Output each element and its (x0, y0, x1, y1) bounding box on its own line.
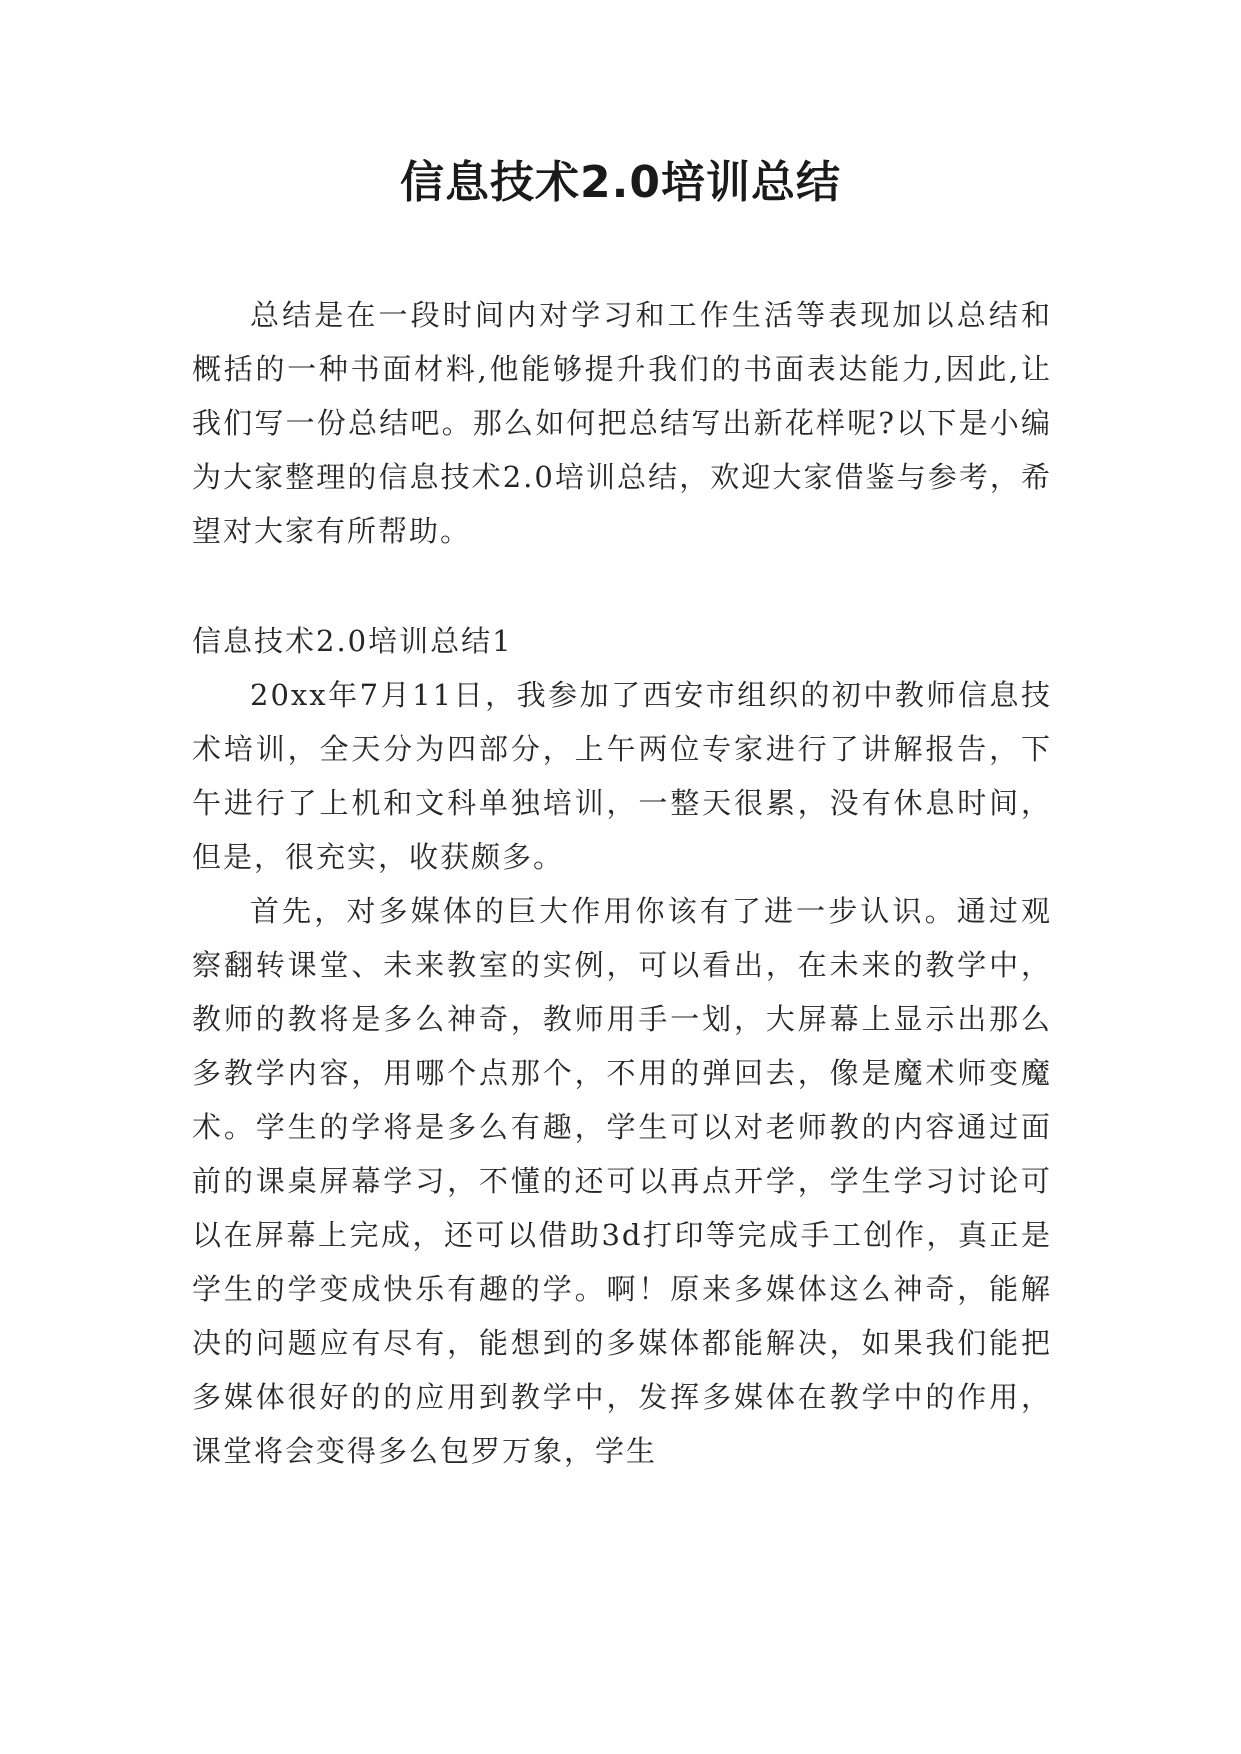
body-paragraph-2: 首先，对多媒体的巨大作用你该有了进一步认识。通过观察翻转课堂、未来教室的实例，可以看出，在未来的教学中，教师的教将是多么神奇，教师用手一划，大屏幕上显示出那么多教学内容，用哪个点那个，不用的弹回去，像是魔术师变魔术。学生的学将是多么有趣，学生可以对老师教的内容通过面前的课桌屏幕学习，不懂的还可以再点开学，学生学习讨论可以在屏幕上完成，还可以借助3d打印等完成手工创作，真正是学生的学变成快乐有趣的学。啊！原来多媒体这么神奇，能解决的问题应有尽有，能想到的多媒体都能解决，如果我们能把多媒体很好的的应用到教学中，发挥多媒体在教学中的作用，课堂将会变得多么包罗万象，学生 (192, 894, 1052, 1468)
section-heading: 信息技术2.0培训总结1 (192, 624, 513, 658)
document-title: 信息技术2.0培训总结 (400, 157, 841, 208)
paragraph-gap (192, 558, 1052, 614)
document-body (192, 288, 1052, 1478)
intro-paragraph: 总结是在一段时间内对学习和工作生活等表现加以总结和概括的一种书面材料,他能够提升我们的书面表达能力,因此,让我们写一份总结吧。那么如何把总结写出新花样呢?以下是小编为大家整理的信息技术2.0培训总结，欢迎大家借鉴与参考，希望对大家有所帮助。 (192, 298, 1052, 548)
body-paragraph-1: 20xx年7月11日，我参加了西安市组织的初中教师信息技术培训，全天分为四部分，上午两位专家进行了讲解报告，下午进行了上机和文科单独培训，一整天很累，没有休息时间，但是，很充实，收获颇多。 (192, 678, 1052, 874)
